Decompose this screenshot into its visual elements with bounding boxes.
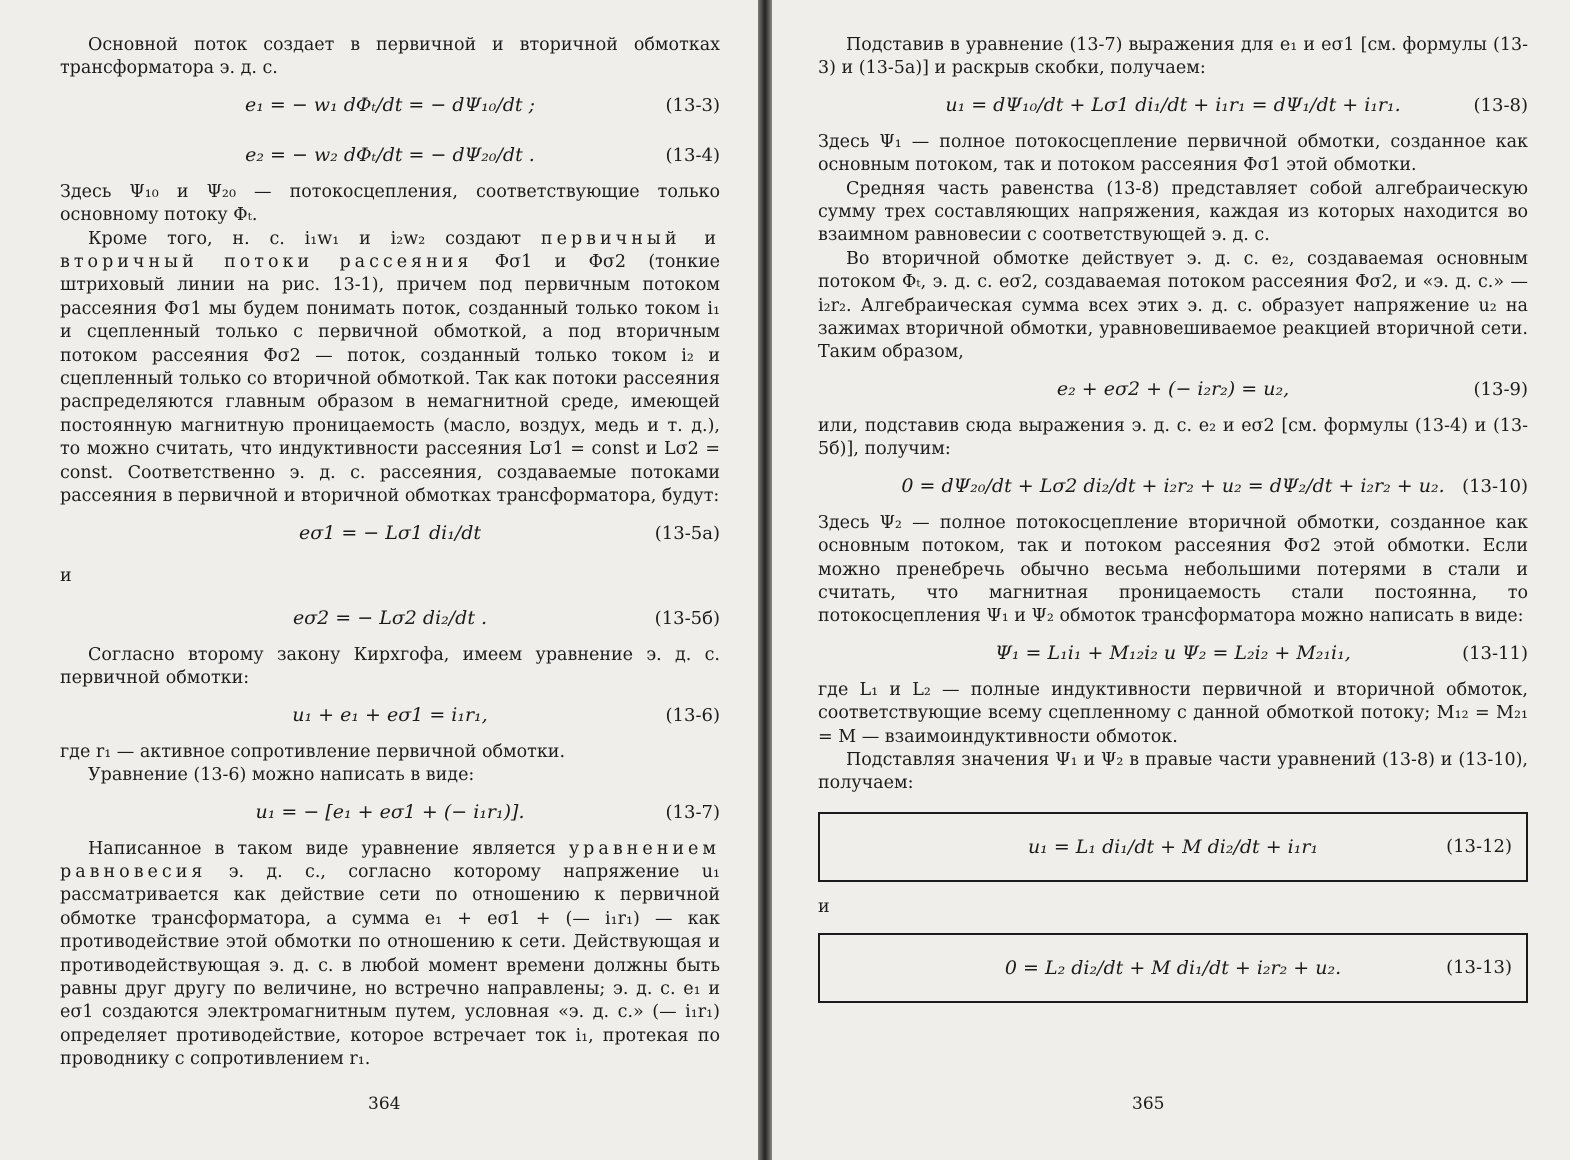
equation-expression: u₁ = L₁ di₁/dt + M di₂/dt + i₁r₁ — [1027, 835, 1319, 858]
equation-expression: 0 = L₂ di₂/dt + M di₁/dt + i₂r₂ + u₂. — [1004, 957, 1342, 980]
text-run: Кроме того, н. с. i₁w₁ и i₂w₂ создают — [88, 228, 541, 249]
equation-number: (13-9) — [1473, 378, 1528, 400]
paragraph: Во вторичной обмотке действует э. д. с. e₂, создаваемая основным потоком Φₜ, э. д. с. eσ2, создаваемая потоком рассеяния Φσ2, и «э. д. с.» — i₂r₂. Алгебраическая сумма всех этих э. д. с. образует напряжение u₂ на зажимах вторичной обмотки, уравновешиваемое реакцией вторичной сети. Таким образом, — [818, 248, 1528, 363]
equation-expression: u₁ + e₁ + eσ1 = i₁r₁, — [292, 704, 488, 727]
equation-number: (13-11) — [1462, 642, 1528, 664]
equation-number: (13-13) — [1446, 957, 1512, 979]
paragraph: Здесь Ψ₂ — полное потокосцепление вторичной обмотки, созданное как основным потоком, так и потоком рассеяния Φσ2 этой обмотки. Если можно пренебречь обычно весьма небольшими потерями в стали и считать, что магнитная проницаемость стали постоянна, то потокосцепления Ψ₁ и Ψ₂ обмоток трансформатора можно написать в виде: — [818, 512, 1528, 627]
equation-expression: e₁ = − w₁ dΦₜ/dt = − dΨ₁₀/dt ; — [244, 94, 536, 117]
conjunction: и — [60, 565, 72, 586]
left-page-text — [60, 34, 720, 1072]
equation-13-10 — [818, 462, 1528, 512]
paragraph: где r₁ — активное сопротивление первичной обмотки. — [60, 741, 566, 762]
equation-number: (13-3) — [665, 94, 720, 116]
equation-13-5a — [60, 509, 720, 559]
text-run: Написанное в таком виде уравнение является — [88, 838, 569, 859]
text-run: э. д. с., согласно которому напряжение u₁ рассматривается как действие сети по отношению к первичной обмотке трансформатора, а сумма e₁ + eσ1 + (— i₁r₁) — как противодействие этой обмотки по отношению к сети. Действующая и противодействующая э. д. с. в любой момент времени должны быть равны друг другу по величине, но встречно направлены; э. д. с. e₁ и eσ1 создаются электромагнитным путем, условная «э. д. с.» (— i₁r₁) определяет противодействие, которое встречает ток i₁, протекая по проводнику с сопротивлением r₁. — [60, 861, 720, 1070]
paragraph: Здесь Ψ₁₀ и Ψ₂₀ — потокосцепления, соответствующие только основному потоку Φₜ. — [60, 181, 720, 226]
equation-13-4 — [60, 131, 720, 181]
paragraph: Согласно второму закону Кирхгофа, имеем уравнение э. д. с. первичной обмотки: — [60, 644, 720, 689]
paragraph: Подставив в уравнение (13-7) выражения для e₁ и eσ1 [см. формулы (13-3) и (13-5а)] и раскрыв скобки, получаем: — [818, 35, 1528, 79]
equation-expression: eσ2 = − Lσ2 di₂/dt . — [292, 607, 488, 630]
equation-expression: Ψ₁ = L₁i₁ + M₁₂i₂ и Ψ₂ = L₂i₂ + M₂₁i₁, — [995, 642, 1351, 665]
equation-expression: eσ1 = − Lσ1 di₁/dt — [298, 521, 482, 544]
paragraph: Подставляя значения Ψ₁ и Ψ₂ в правые части уравнений (13-8) и (13-10), получаем: — [818, 749, 1528, 794]
paragraph — [60, 838, 720, 1072]
equation-number: (13-7) — [665, 801, 720, 823]
equation-number: (13-6) — [665, 704, 720, 726]
equation-number: (13-12) — [1446, 835, 1512, 857]
paragraph: Средняя часть равенства (13-8) представляет собой алгебраическую сумму трех составляющих напряжения, каждая из которых находится во взаимном равновесии с соответствующей э. д. с. — [818, 178, 1528, 246]
equation-number: (13-8) — [1473, 94, 1528, 116]
text-run: Φσ1 и Φσ2 (тонкие штриховый линии на рис. 13-1), причем под первичным потоком рассеяния Φσ1 мы будем понимать поток, созданный только током i₁ и сцепленный только с первичной обмоткой, а под вторичным потоком рассеяния Φσ2 — поток, созданный только током i₂ и сцепленный только со вторичной обмоткой. Так как потоки рассеяния распределяются главным образом в немагнитной среде, имеющей постоянную магнитную проницаемость (масло, воздух, медь и т. д.), то можно считать, что индуктивности рассеяния Lσ1 = const и Lσ2 = const. Соответственно э. д. с. рассеяния, создаваемые потоками рассеяния в первичной и вторичной обмотках трансформатора, будут: — [60, 252, 720, 507]
equation-number: (13-10) — [1462, 475, 1528, 497]
page-number: 364 — [368, 1094, 401, 1114]
equation-number: (13-5а) — [654, 522, 720, 544]
book-gutter — [758, 0, 772, 1160]
conjunction: и — [818, 896, 830, 917]
equation-13-6 — [60, 691, 720, 741]
paragraph: или, подставив сюда выражения э. д. с. e₂ и eσ2 [см. формулы (13-4) и (13-5б)], получим: — [818, 415, 1528, 460]
equation-expression: u₁ = dΨ₁₀/dt + Lσ1 di₁/dt + i₁r₁ = dΨ₁/dt + i₁r₁. — [945, 94, 1401, 117]
equation-13-3 — [60, 81, 720, 131]
left-page — [0, 0, 758, 1160]
paragraph: Уравнение (13-6) можно написать в виде: — [88, 765, 475, 786]
right-page-text — [818, 34, 1528, 1003]
page-number: 365 — [1132, 1094, 1165, 1114]
equation-expression: 0 = dΨ₂₀/dt + Lσ2 di₂/dt + i₂r₂ + u₂ = dΨ₂/dt + i₂r₂ + u₂. — [901, 474, 1445, 497]
spaced-term: уравнением равновесия — [60, 838, 720, 882]
boxed-equation-13-13 — [818, 933, 1528, 1003]
right-page — [772, 0, 1570, 1160]
equation-number: (13-4) — [665, 144, 720, 166]
equation-13-11 — [818, 629, 1528, 679]
paragraph: где L₁ и L₂ — полные индуктивности первичной и вторичной обмоток, соответствующие всему сцепленному с данной обмоткой потоку; M₁₂ = M₂₁ = M — взаимоиндуктивности обмоток. — [818, 679, 1528, 747]
equation-expression: e₂ = − w₂ dΦₜ/dt = − dΨ₂₀/dt . — [245, 144, 535, 167]
boxed-equation-13-12 — [818, 812, 1528, 882]
equation-number: (13-5б) — [654, 607, 720, 629]
equation-expression: e₂ + eσ2 + (− i₂r₂) = u₂, — [1056, 378, 1290, 401]
paragraph: Основной поток создает в первичной и вторичной обмотках трансформатора э. д. с. — [60, 35, 720, 79]
equation-13-9 — [818, 365, 1528, 415]
equation-13-7 — [60, 788, 720, 838]
spaced-term: первичный и вторичный потоки рассеяния — [60, 228, 720, 273]
equation-13-8 — [818, 81, 1528, 131]
paragraph — [60, 228, 720, 509]
equation-expression: u₁ = − [e₁ + eσ1 + (− i₁r₁)]. — [255, 800, 525, 823]
equation-13-5b — [60, 594, 720, 644]
paragraph: Здесь Ψ₁ — полное потокосцепление первичной обмотки, созданное как основным потоком, так и потоком рассеяния Φσ1 этой обмотки. — [818, 131, 1528, 176]
